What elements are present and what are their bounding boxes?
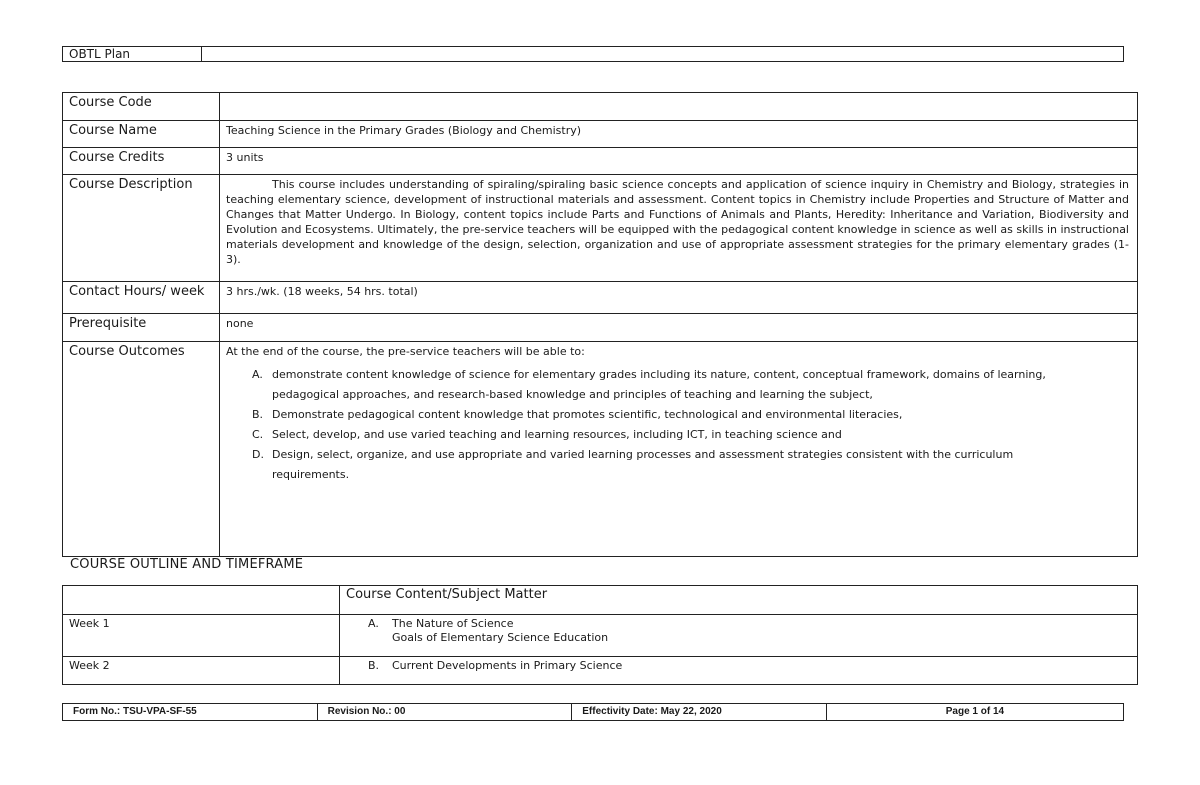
obtl-label: OBTL Plan: [63, 47, 202, 62]
course-credits-label: Course Credits: [63, 148, 220, 175]
outline-content-cell: [340, 657, 1138, 685]
footer-table: [62, 703, 1124, 721]
outcome-item: [252, 445, 1069, 485]
prerequisite-value: none: [220, 314, 1138, 342]
outcome-item: [252, 425, 1069, 445]
outcome-item: [252, 405, 1069, 425]
outline-week-cell: Week 2: [63, 657, 340, 685]
outline-week-cell: Week 1: [63, 615, 340, 657]
outline-topic: [346, 659, 1131, 673]
contact-hours-value: 3 hrs./wk. (18 weeks, 54 hrs. total): [220, 282, 1138, 314]
outcome-marker: C.: [252, 428, 264, 441]
outcome-item: [252, 365, 1069, 405]
header-table: [62, 46, 1124, 62]
outcomes-intro: At the end of the course, the pre-service teachers will be able to:: [226, 345, 585, 358]
course-credits-value: 3 units: [220, 148, 1138, 175]
outcome-text: demonstrate content knowledge of science for elementary grades including its nature, content, conceptual framework, domains of learning, pedagogical approaches, and research-based knowledge and principles of teaching and learning the subject,: [272, 368, 1046, 401]
course-outcomes-value: [220, 342, 1138, 557]
outcomes-list: [226, 365, 1129, 485]
course-name-label: Course Name: [63, 121, 220, 148]
course-description-text: This course includes understanding of spiraling/spiraling basic science concepts and application of science inquiry in Chemistry and Biology, strategies in teaching elementary science, development of instructional materials and assessment. Content topics in Chemistry include Properties and Structure of Matter and Changes that Matter Undergo. In Biology, content topics include Parts and Functions of Animals and Plants, Heredity: Inheritance and Variation, Biodiversity and Evolution and Ecosystems. Ultimately, the pre-service teachers will be equipped with the pedagogical content knowledge in science as well as skills in instructional materials development and knowledge of the design, selection, organization and use of appropriate assessment strategies for the primary elementary grades (1-3).: [226, 178, 1129, 266]
course-outline-title: COURSE OUTLINE AND TIMEFRAME: [70, 557, 304, 572]
outline-content-cell: [340, 615, 1138, 657]
topic-title: Current Developments in Primary Science: [392, 659, 623, 672]
course-outline-table: [62, 585, 1138, 685]
outcome-text: Demonstrate pedagogical content knowledge that promotes scientific, technological and environmental literacies,: [272, 408, 903, 421]
contact-hours-label: Contact Hours/ week: [63, 282, 220, 314]
topic-marker: A.: [368, 617, 379, 630]
course-code-label: Course Code: [63, 93, 220, 121]
course-name-value: Teaching Science in the Primary Grades (Biology and Chemistry): [220, 121, 1138, 148]
outline-topic: [346, 617, 1131, 645]
outcome-marker: D.: [252, 448, 264, 461]
course-info-table: [62, 92, 1138, 557]
form-number: Form No.: TSU-VPA-SF-55: [63, 704, 318, 721]
topic-marker: B.: [368, 659, 380, 672]
effectivity-date: Effectivity Date: May 22, 2020: [572, 704, 827, 721]
prerequisite-label: Prerequisite: [63, 314, 220, 342]
course-description-label: Course Description: [63, 175, 220, 282]
topic-title: The Nature of Science: [392, 617, 514, 630]
outline-week-header: [63, 586, 340, 615]
topic-text: [392, 617, 608, 645]
course-description-value: [220, 175, 1138, 282]
outcome-text: Design, select, organize, and use appropriate and varied learning processes and assessment strategies consistent with the curriculum requirements.: [272, 448, 1014, 481]
topic-subtitle: Goals of Elementary Science Education: [392, 631, 609, 644]
outcome-marker: B.: [252, 408, 264, 421]
page-number: Page 1 of 14: [826, 704, 1123, 721]
outcome-marker: A.: [252, 368, 263, 381]
outline-content-header: Course Content/Subject Matter: [340, 586, 1138, 615]
course-outcomes-label: Course Outcomes: [63, 342, 220, 557]
outcome-text: Select, develop, and use varied teaching and learning resources, including ICT, in teaching science and: [272, 428, 842, 441]
revision-number: Revision No.: 00: [317, 704, 572, 721]
course-code-value: [220, 93, 1138, 121]
obtl-value: [202, 47, 1124, 62]
